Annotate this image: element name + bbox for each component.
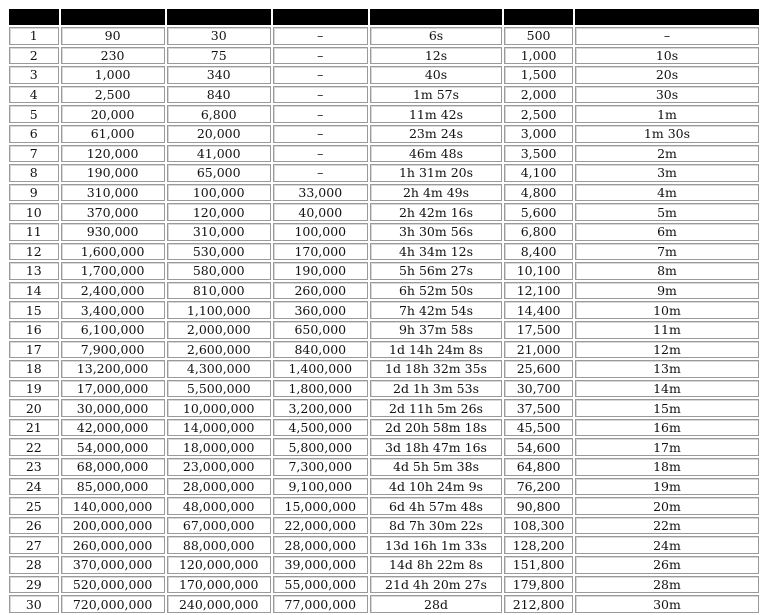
col6-cell: 19m	[575, 478, 759, 496]
col2-cell: 120,000	[167, 203, 271, 221]
col1-cell: 7,900,000	[61, 341, 165, 359]
level-cell: 23	[9, 458, 59, 476]
col2-cell: 840	[167, 86, 271, 104]
time-cell: 3d 18h 47m 16s	[370, 438, 502, 456]
col6-cell: 11m	[575, 321, 759, 339]
time-cell: 23m 24s	[370, 125, 502, 143]
col1-cell: 140,000,000	[61, 497, 165, 515]
table-row	[9, 536, 759, 554]
col2-cell: 88,000,000	[167, 536, 271, 554]
col1-cell: 120,000	[61, 145, 165, 163]
col6-cell: 15m	[575, 399, 759, 417]
header-cell-level	[9, 9, 59, 25]
col6-cell: 14m	[575, 380, 759, 398]
col3-cell: 840,000	[273, 341, 368, 359]
col6-cell: 1m 30s	[575, 125, 759, 143]
col5-cell: 108,300	[504, 517, 573, 535]
col3-cell: 9,100,000	[273, 478, 368, 496]
time-cell: 4d 10h 24m 9s	[370, 478, 502, 496]
level-cell: 28	[9, 556, 59, 574]
col3-cell: 77,000,000	[273, 595, 368, 613]
time-cell: 1d 18h 32m 35s	[370, 360, 502, 378]
col5-cell: 500	[504, 27, 573, 45]
col5-cell: 4,800	[504, 184, 573, 202]
col3-cell: 190,000	[273, 262, 368, 280]
table-row	[9, 497, 759, 515]
col1-cell: 190,000	[61, 164, 165, 182]
col2-cell: 4,300,000	[167, 360, 271, 378]
time-cell: 21d 4h 20m 27s	[370, 576, 502, 594]
col6-cell: 22m	[575, 517, 759, 535]
table-row	[9, 478, 759, 496]
col5-cell: 21,000	[504, 341, 573, 359]
time-cell: 3h 30m 56s	[370, 223, 502, 241]
col2-cell: 120,000,000	[167, 556, 271, 574]
level-cell: 30	[9, 595, 59, 613]
col1-cell: 90	[61, 27, 165, 45]
col2-cell: 340	[167, 66, 271, 84]
col2-cell: 67,000,000	[167, 517, 271, 535]
level-table-container	[7, 7, 761, 615]
col1-cell: 30,000,000	[61, 399, 165, 417]
col6-cell: 17m	[575, 438, 759, 456]
col3-cell: –	[273, 27, 368, 45]
col5-cell: 37,500	[504, 399, 573, 417]
table-row	[9, 66, 759, 84]
header-row	[9, 9, 759, 25]
col5-cell: 45,500	[504, 419, 573, 437]
table-row	[9, 125, 759, 143]
col3-cell: 22,000,000	[273, 517, 368, 535]
level-cell: 9	[9, 184, 59, 202]
time-cell: 1m 57s	[370, 86, 502, 104]
time-cell: 40s	[370, 66, 502, 84]
col5-cell: 1,500	[504, 66, 573, 84]
level-cell: 29	[9, 576, 59, 594]
col2-cell: 10,000,000	[167, 399, 271, 417]
table-row	[9, 556, 759, 574]
col2-cell: 65,000	[167, 164, 271, 182]
table-row	[9, 419, 759, 437]
col2-cell: 2,600,000	[167, 341, 271, 359]
time-cell: 14d 8h 22m 8s	[370, 556, 502, 574]
col2-cell: 530,000	[167, 243, 271, 261]
time-cell: 4h 34m 12s	[370, 243, 502, 261]
col5-cell: 17,500	[504, 321, 573, 339]
time-cell: 12s	[370, 47, 502, 65]
level-cell: 2	[9, 47, 59, 65]
table-row	[9, 86, 759, 104]
col6-cell: 28m	[575, 576, 759, 594]
table-row	[9, 105, 759, 123]
col1-cell: 1,000	[61, 66, 165, 84]
col6-cell: 1m	[575, 105, 759, 123]
level-cell: 6	[9, 125, 59, 143]
col6-cell: 7m	[575, 243, 759, 261]
header-cell-col1	[61, 9, 165, 25]
col3-cell: 1,400,000	[273, 360, 368, 378]
col5-cell: 2,500	[504, 105, 573, 123]
table-row	[9, 399, 759, 417]
col6-cell: 30m	[575, 595, 759, 613]
col2-cell: 240,000,000	[167, 595, 271, 613]
col1-cell: 13,200,000	[61, 360, 165, 378]
col5-cell: 14,400	[504, 301, 573, 319]
table-row	[9, 438, 759, 456]
col2-cell: 28,000,000	[167, 478, 271, 496]
col1-cell: 520,000,000	[61, 576, 165, 594]
time-cell: 5h 56m 27s	[370, 262, 502, 280]
time-cell: 11m 42s	[370, 105, 502, 123]
col5-cell: 10,100	[504, 262, 573, 280]
col5-cell: 179,800	[504, 576, 573, 594]
time-cell: 2d 11h 5m 26s	[370, 399, 502, 417]
time-cell: 2d 20h 58m 18s	[370, 419, 502, 437]
col6-cell: 20m	[575, 497, 759, 515]
col2-cell: 23,000,000	[167, 458, 271, 476]
time-cell: 6s	[370, 27, 502, 45]
table-body	[9, 27, 759, 613]
col3-cell: 1,800,000	[273, 380, 368, 398]
table-row	[9, 595, 759, 613]
col2-cell: 20,000	[167, 125, 271, 143]
col5-cell: 25,600	[504, 360, 573, 378]
col3-cell: 15,000,000	[273, 497, 368, 515]
col5-cell: 212,800	[504, 595, 573, 613]
col2-cell: 580,000	[167, 262, 271, 280]
col5-cell: 2,000	[504, 86, 573, 104]
col2-cell: 5,500,000	[167, 380, 271, 398]
col3-cell: 100,000	[273, 223, 368, 241]
col6-cell: 26m	[575, 556, 759, 574]
col5-cell: 64,800	[504, 458, 573, 476]
time-cell: 6h 52m 50s	[370, 282, 502, 300]
table-row	[9, 243, 759, 261]
col3-cell: –	[273, 105, 368, 123]
col3-cell: 650,000	[273, 321, 368, 339]
time-cell: 4d 5h 5m 38s	[370, 458, 502, 476]
col2-cell: 18,000,000	[167, 438, 271, 456]
table-row	[9, 380, 759, 398]
col1-cell: 68,000,000	[61, 458, 165, 476]
col2-cell: 14,000,000	[167, 419, 271, 437]
level-cell: 11	[9, 223, 59, 241]
col5-cell: 151,800	[504, 556, 573, 574]
level-cell: 14	[9, 282, 59, 300]
col1-cell: 370,000,000	[61, 556, 165, 574]
time-cell: 2h 4m 49s	[370, 184, 502, 202]
col6-cell: 13m	[575, 360, 759, 378]
table-row	[9, 517, 759, 535]
col2-cell: 100,000	[167, 184, 271, 202]
col2-cell: 810,000	[167, 282, 271, 300]
level-cell: 21	[9, 419, 59, 437]
col3-cell: –	[273, 47, 368, 65]
col5-cell: 76,200	[504, 478, 573, 496]
level-cell: 12	[9, 243, 59, 261]
col5-cell: 1,000	[504, 47, 573, 65]
col6-cell: 10s	[575, 47, 759, 65]
col6-cell: 4m	[575, 184, 759, 202]
col6-cell: 5m	[575, 203, 759, 221]
col1-cell: 200,000,000	[61, 517, 165, 535]
col5-cell: 5,600	[504, 203, 573, 221]
col3-cell: 7,300,000	[273, 458, 368, 476]
col1-cell: 930,000	[61, 223, 165, 241]
col1-cell: 3,400,000	[61, 301, 165, 319]
col5-cell: 128,200	[504, 536, 573, 554]
level-cell: 24	[9, 478, 59, 496]
col1-cell: 230	[61, 47, 165, 65]
col2-cell: 41,000	[167, 145, 271, 163]
time-cell: 7h 42m 54s	[370, 301, 502, 319]
col1-cell: 61,000	[61, 125, 165, 143]
time-cell: 28d	[370, 595, 502, 613]
level-cell: 19	[9, 380, 59, 398]
col2-cell: 48,000,000	[167, 497, 271, 515]
level-cell: 27	[9, 536, 59, 554]
level-cell: 10	[9, 203, 59, 221]
time-cell: 2h 42m 16s	[370, 203, 502, 221]
col1-cell: 1,600,000	[61, 243, 165, 261]
col3-cell: 40,000	[273, 203, 368, 221]
level-cell: 13	[9, 262, 59, 280]
table-row	[9, 576, 759, 594]
col3-cell: 39,000,000	[273, 556, 368, 574]
col5-cell: 6,800	[504, 223, 573, 241]
time-cell: 9h 37m 58s	[370, 321, 502, 339]
level-cell: 8	[9, 164, 59, 182]
level-cell: 18	[9, 360, 59, 378]
table-row	[9, 282, 759, 300]
col6-cell: 8m	[575, 262, 759, 280]
header-cell-col5	[504, 9, 573, 25]
col6-cell: 20s	[575, 66, 759, 84]
header-cell-col2	[167, 9, 271, 25]
col6-cell: 30s	[575, 86, 759, 104]
col2-cell: 170,000,000	[167, 576, 271, 594]
table-row	[9, 321, 759, 339]
col3-cell: 360,000	[273, 301, 368, 319]
header-cell-col6	[575, 9, 759, 25]
col6-cell: 6m	[575, 223, 759, 241]
col3-cell: 55,000,000	[273, 576, 368, 594]
level-cell: 16	[9, 321, 59, 339]
level-cell: 26	[9, 517, 59, 535]
col3-cell: 33,000	[273, 184, 368, 202]
time-cell: 2d 1h 3m 53s	[370, 380, 502, 398]
col1-cell: 1,700,000	[61, 262, 165, 280]
col3-cell: –	[273, 145, 368, 163]
time-cell: 6d 4h 57m 48s	[370, 497, 502, 515]
col3-cell: 3,200,000	[273, 399, 368, 417]
col2-cell: 30	[167, 27, 271, 45]
col3-cell: 4,500,000	[273, 419, 368, 437]
col3-cell: –	[273, 125, 368, 143]
table-row	[9, 360, 759, 378]
col1-cell: 310,000	[61, 184, 165, 202]
col3-cell: 170,000	[273, 243, 368, 261]
col6-cell: 2m	[575, 145, 759, 163]
col1-cell: 20,000	[61, 105, 165, 123]
level-cell: 7	[9, 145, 59, 163]
col2-cell: 6,800	[167, 105, 271, 123]
table-row	[9, 184, 759, 202]
col5-cell: 12,100	[504, 282, 573, 300]
table-row	[9, 164, 759, 182]
col5-cell: 30,700	[504, 380, 573, 398]
col5-cell: 3,000	[504, 125, 573, 143]
col6-cell: 12m	[575, 341, 759, 359]
col6-cell: 16m	[575, 419, 759, 437]
header-cell-time	[370, 9, 502, 25]
header-cell-col3	[273, 9, 368, 25]
col1-cell: 370,000	[61, 203, 165, 221]
time-cell: 13d 16h 1m 33s	[370, 536, 502, 554]
table-row	[9, 203, 759, 221]
col1-cell: 6,100,000	[61, 321, 165, 339]
col2-cell: 310,000	[167, 223, 271, 241]
col3-cell: –	[273, 66, 368, 84]
col3-cell: 260,000	[273, 282, 368, 300]
table-row	[9, 47, 759, 65]
col5-cell: 90,800	[504, 497, 573, 515]
col2-cell: 2,000,000	[167, 321, 271, 339]
level-cell: 15	[9, 301, 59, 319]
col1-cell: 720,000,000	[61, 595, 165, 613]
level-table	[7, 7, 761, 615]
level-cell: 4	[9, 86, 59, 104]
col1-cell: 54,000,000	[61, 438, 165, 456]
level-cell: 25	[9, 497, 59, 515]
col6-cell: 9m	[575, 282, 759, 300]
time-cell: 46m 48s	[370, 145, 502, 163]
col6-cell: 3m	[575, 164, 759, 182]
col5-cell: 4,100	[504, 164, 573, 182]
level-cell: 22	[9, 438, 59, 456]
col2-cell: 75	[167, 47, 271, 65]
col3-cell: 5,800,000	[273, 438, 368, 456]
time-cell: 1h 31m 20s	[370, 164, 502, 182]
col6-cell: 10m	[575, 301, 759, 319]
table-row	[9, 301, 759, 319]
time-cell: 1d 14h 24m 8s	[370, 341, 502, 359]
col3-cell: –	[273, 86, 368, 104]
col6-cell: 24m	[575, 536, 759, 554]
table-row	[9, 223, 759, 241]
col1-cell: 17,000,000	[61, 380, 165, 398]
col5-cell: 3,500	[504, 145, 573, 163]
time-cell: 8d 7h 30m 22s	[370, 517, 502, 535]
level-cell: 1	[9, 27, 59, 45]
level-cell: 5	[9, 105, 59, 123]
col1-cell: 85,000,000	[61, 478, 165, 496]
table-row	[9, 262, 759, 280]
col1-cell: 42,000,000	[61, 419, 165, 437]
col5-cell: 54,600	[504, 438, 573, 456]
table-row	[9, 458, 759, 476]
level-cell: 20	[9, 399, 59, 417]
col2-cell: 1,100,000	[167, 301, 271, 319]
col6-cell: 18m	[575, 458, 759, 476]
col3-cell: –	[273, 164, 368, 182]
col1-cell: 260,000,000	[61, 536, 165, 554]
col6-cell: –	[575, 27, 759, 45]
level-cell: 3	[9, 66, 59, 84]
col5-cell: 8,400	[504, 243, 573, 261]
table-row	[9, 27, 759, 45]
col3-cell: 28,000,000	[273, 536, 368, 554]
col1-cell: 2,400,000	[61, 282, 165, 300]
level-cell: 17	[9, 341, 59, 359]
table-row	[9, 145, 759, 163]
table-row	[9, 341, 759, 359]
col1-cell: 2,500	[61, 86, 165, 104]
